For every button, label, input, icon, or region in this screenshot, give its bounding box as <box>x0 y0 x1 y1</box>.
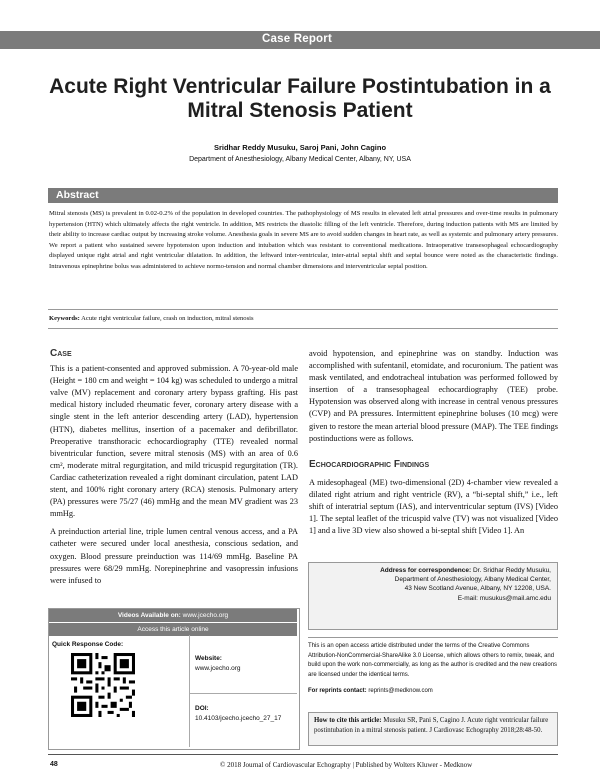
right-paragraph-2: A midesophageal (ME) two-dimensional (2D) 4-chamber view revealed a dilated right atrium and right ventricle (RV), a “bi-septal shift,” i.e., left shift of interatrial septum (IAS), and interventricular septum (IVS) [Video 1]. The septal leaflet of the tricuspid valve (TV) was not visualized [Video 1] and a live 3D view also showed a bi-septal shift [Video 1]. An <box>309 477 558 536</box>
email-link[interactable]: musukus@mail.amc.edu <box>479 594 551 602</box>
doi-value[interactable]: 10.4103/jcecho.jcecho_27_17 <box>195 715 282 722</box>
section-bar <box>0 31 600 49</box>
videos-link[interactable]: www.jcecho.org <box>182 612 229 619</box>
footer-divider <box>48 754 558 755</box>
abstract-divider-top <box>48 309 558 310</box>
videos-label: Videos Available on: <box>117 612 181 619</box>
qr-label: Quick Response Code: <box>52 641 124 648</box>
access-row-divider <box>189 693 297 694</box>
reprints-label: For reprints contact: <box>308 688 367 694</box>
author-list: Sridhar Reddy Musuku, Saroj Pani, John Cagino <box>213 143 387 152</box>
case-heading: Case <box>50 348 72 359</box>
abstract-heading: Abstract <box>56 189 99 201</box>
open-access-divider <box>308 637 558 638</box>
abstract-bar <box>48 188 558 203</box>
abstract-divider-bottom <box>48 328 558 329</box>
correspondence-line-1: Department of Anesthesiology, Albany Medical Center, <box>394 576 551 584</box>
cite-box <box>308 712 558 746</box>
qr-code-icon <box>71 653 135 717</box>
access-heading: Access this article online <box>49 623 297 636</box>
affiliation: Department of Anesthesiology, Albany Medical Center, Albany, NY, USA <box>189 156 411 163</box>
section-label: Case Report <box>262 33 332 45</box>
reprints-line <box>308 688 433 694</box>
videos-row <box>49 609 297 622</box>
right-paragraph-1: avoid hypotension, and epinephrine was on standby. Induction was accomplished with sufentanil, etomidate, and rocuronium. The patient was mask ventilated, and endotracheal intubation was performed followed by insertion of a transesophageal echocardiography (TEE) probe. Hypotension was observed along with increase in central venous pressures (CVP) and PA pressures. Intermittent epinephrine boluses (10 mcg) were given to restore the mean arterial blood pressure (MAP). The TEE findings postinductions were as follows. <box>309 349 558 443</box>
case-paragraph-2: A preinduction arterial line, triple lumen central venous access, and a PA catheter were secured under local anesthesia, conscious sedation, and oxygen. Blood pressure preinduction was 114/69 mmHg. Baseline PA pressures were 68/29 mmHg. Norepinephrine and vasopressin infusions were infused to <box>50 527 298 585</box>
page-number: 48 <box>50 761 58 768</box>
access-column-divider <box>189 635 190 747</box>
reprints-email[interactable]: reprints@medknow.com <box>368 688 433 694</box>
email-label: E-mail: <box>457 594 478 602</box>
right-column <box>309 348 558 543</box>
access-box <box>48 608 300 750</box>
cite-label: How to cite this article: <box>314 717 382 724</box>
correspondence-line-2: 43 New Scotland Avenue, Albany, NY 12208, USA. <box>404 585 551 593</box>
article-title: Acute Right Ventricular Failure Postintubation in a Mitral Stenosis Patient <box>49 75 551 122</box>
website-label: Website: <box>195 655 222 662</box>
cite-text: Musuku SR, Pani S, Cagino J. Acute right ventricular failure postintubation in a mitral stenosis patient. J Cardiovasc Echography 2018;28:48-50. <box>314 717 549 735</box>
correspondence-label: Address for correspondence: <box>380 567 472 574</box>
open-access-notice: This is an open access article distributed under the terms of the Creative Commons Attribution-NonCommercial-ShareAlike 3.0 License, which allows others to remix, tweak, and build upon the work non-commercially, as long as the author is credited and the new creations are licensed under the identical terms. <box>308 643 558 678</box>
case-paragraph-1: This is a patient-consented and approved submission. A 70-year-old male (Height = 180 cm and weight = 104 kg) was scheduled to undergo a mitral valve (MV) replacement and coronary artery bypass grafting. His past medical history included rheumatic fever, coronary artery disease with a single stent in the left anterior descending artery (LAD), hypertension (HTN), diabetes mellitus, insertion of a pacemaker and defibrillator. Preoperative transthoracic echocardiography (TTE) revealed normal biventricular function, severe mitral stenosis (MS) with an area of 0.6 cm², moderate mitral regurgitation, and mild tricuspid regurgitation (TR). Cardiac catheterization revealed a right dominant circulation, patent LAD stent, and 100% right coronary artery (RCA) stenosis. Pulmonary artery (PA) pressures were 75/27 (46) mmHg and the mean MV gradient was 23 mmHg. <box>50 364 298 519</box>
abstract-text: Mitral stenosis (MS) is prevalent in 0.02-0.2% of the population in developed countries. The pathophysiology of MS results in elevated left atrial pressures and over-time results in pulmonary hypertension (HTN) which ultimately affects the right ventricle. In addition, MS restricts the diastolic filling of the left ventricle. Therefore, during induction patients with MS are limited by their ability to increase cardiac output by increasing stroke volume. Anesthesia goals in severe MS are to avoid sudden changes in heart rate, as well as systemic and pulmonary artery pressures. We report a patient who sustained severe hypotension upon induction and intubation which was resistant to conventional medications. Intraoperative transesophageal echocardiography displayed unique right atrial and right ventricular dilatation. In addition, the leftward inter-ventricular, inter-atrial septal shift and septal bounce were noted as the characteristic findings. Intravenous epinephrine bolus was administered to achieve normo-tension and normal chamber dimensions and interventricular septal position. <box>49 210 558 270</box>
echo-heading: Echocardiographic Findings <box>309 458 430 470</box>
website-link[interactable]: www.jcecho.org <box>195 665 241 672</box>
keywords-label: Keywords: <box>49 315 80 322</box>
left-column <box>50 348 298 593</box>
correspondence-box <box>308 562 558 630</box>
keywords-text: Acute right ventricular failure, crash on induction, mitral stenosis <box>81 315 254 322</box>
footer-text: © 2018 Journal of Cardiovascular Echography | Published by Wolters Kluwer - Medknow <box>220 761 473 769</box>
keywords <box>49 314 558 324</box>
doi-label: DOI: <box>195 705 209 712</box>
correspondence-name: Dr. Sridhar Reddy Musuku, <box>472 567 551 574</box>
